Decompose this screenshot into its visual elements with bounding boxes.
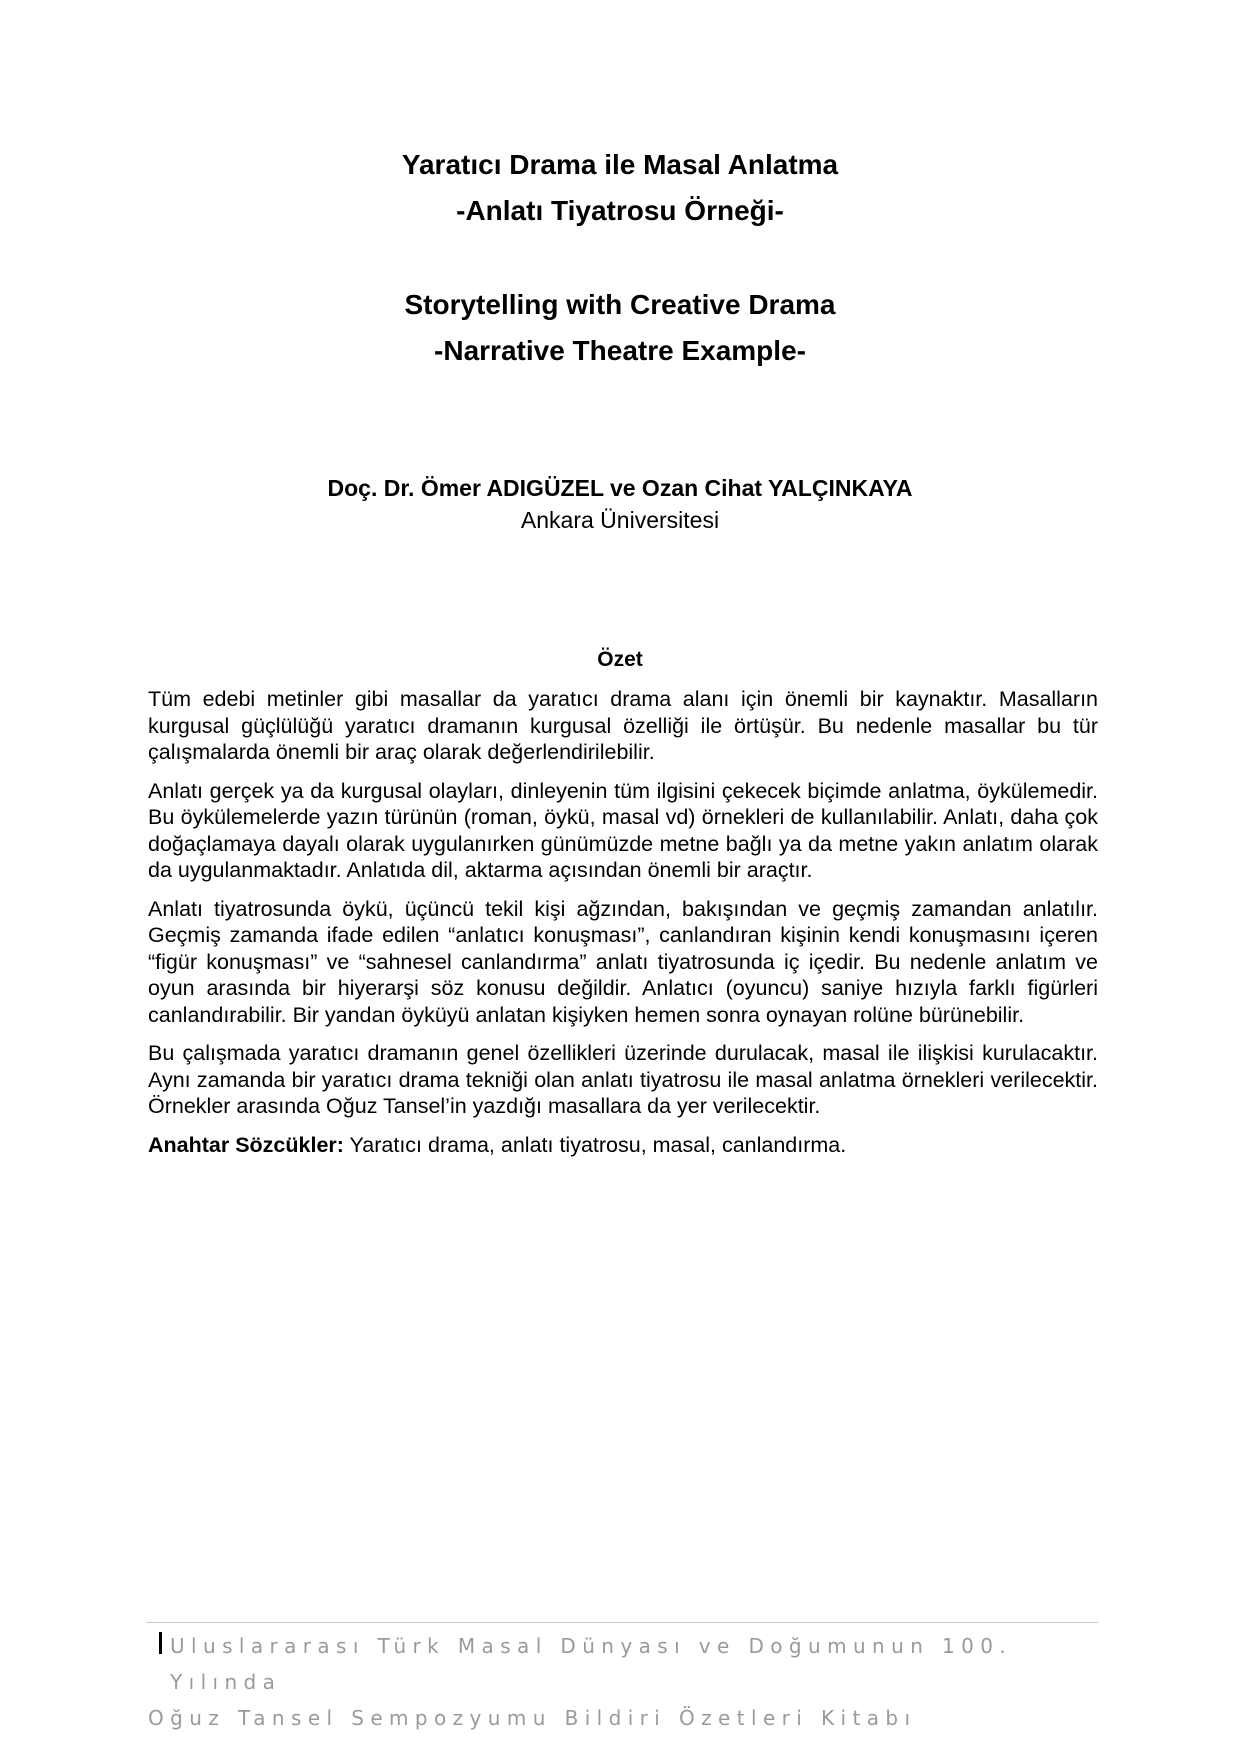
turkish-title-line-2: -Anlatı Tiyatrosu Örneği- — [456, 195, 784, 226]
footer-line-1: Uluslararası Türk Masal Dünyası ve Doğumunun 100. Yılında — [170, 1634, 1013, 1694]
english-title-line-2: -Narrative Theatre Example- — [434, 335, 806, 366]
turkish-title — [0, 142, 1240, 234]
abstract-paragraph: Anlatı tiyatrosunda öykü, üçüncü tekil kişi ağzından, bakışından ve geçmiş zamandan anlatılır. Geçmiş zamanda ifade edilen “anlatıcı konuşması”, canlandıran kişinin kendi konuşmasını içeren “figür konuşması” ve “sahnesel canlandırma” anlatı tiyatrosunda iç içedir. Bu nedenle anlatım ve oyun arasında bir hiyerarşi söz konusu değildir. Anlatıcı (oyuncu) saniye hızıyla farklı figürleri canlandırabilir. Bir yandan öyküyü anlatan kişiyken hemen sonra oynayan rolüne bürünebilir. — [148, 896, 1098, 1027]
affiliation: Ankara Üniversitesi — [520, 507, 720, 533]
footer-divider — [146, 1622, 1098, 1623]
abstract-paragraph: Bu çalışmada yaratıcı dramanın genel özellikleri üzerinde durulacak, masal ile ilişkisi kurulacaktır. Aynı zamanda bir yaratıcı drama tekniği olan anlatı tiyatrosu ile masal anlatma örnekleri verilecektir. Örnekler arasında Oğuz Tansel’in yazdığı masallara da yer verilecektir. — [148, 1041, 1098, 1118]
english-title — [0, 282, 1240, 374]
footer-line-2: Oğuz Tansel Sempozyumu Bildiri Özetleri Kitabı — [148, 1706, 917, 1730]
english-title-line-1: Storytelling with Creative Drama — [404, 289, 836, 320]
abstract-heading: Özet — [597, 648, 643, 671]
author-block — [0, 472, 1240, 536]
keywords-text: Yaratıcı drama, anlatı tiyatrosu, masal, canlandırma. — [349, 1132, 847, 1157]
abstract-paragraph: Tüm edebi metinler gibi masallar da yaratıcı drama alanı için önemli bir kaynaktır. Masalların kurgusal güçlülüğü yaratıcı dramanın kurgusal özelliği ile örtüşür. Bu nedenle masallar bu tür çalışmalarda önemli bir araç olarak değerlendirilebilir. — [148, 687, 1098, 764]
keywords-label: Anahtar Sözcükler: — [148, 1132, 344, 1157]
abstract-paragraph: Anlatı gerçek ya da kurgusal olayları, dinleyenin tüm ilgisini çekecek biçimde anlatma, öykülemedir. Bu öykülemelerde yazın türünün (roman, öykü, masal vd) örnekleri de kullanılabilir. Anlatı, daha çok doğaçlamaya dayalı olarak uygulanırken günümüzde metne bağlı ya da metne yakın anlatım olarak da uygulanmaktadır. Anlatıda dil, aktarma açısından önemli bir araçtır. — [148, 778, 1098, 882]
abstract-body — [148, 686, 1098, 1170]
turkish-title-line-1: Yaratıcı Drama ile Masal Anlatma — [401, 149, 839, 180]
keywords-line — [148, 1132, 1098, 1159]
footer — [148, 1628, 1108, 1736]
author-names: Doç. Dr. Ömer ADIGÜZEL ve Ozan Cihat YALÇINKAYA — [327, 475, 913, 501]
